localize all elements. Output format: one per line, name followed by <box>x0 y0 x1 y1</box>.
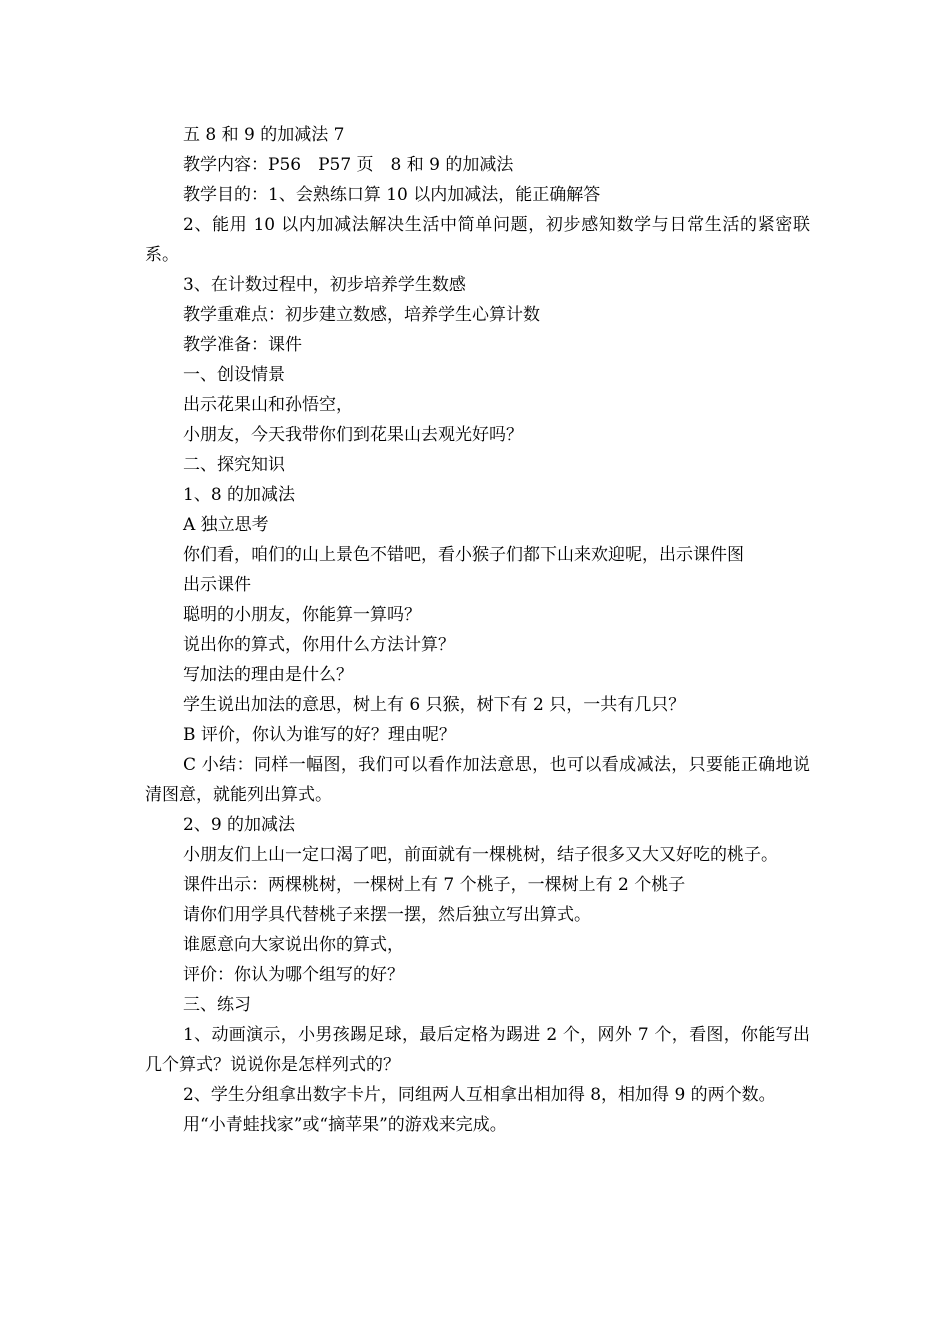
paragraph: 谁愿意向大家说出你的算式， <box>183 935 404 955</box>
paragraph: 1、动画演示，小男孩踢足球，最后定格为踢进 2 个，网外 7 个，看图，你能写出几个算式？说说你是怎样列式的？ <box>145 1025 810 1075</box>
subsection-heading: 2、9 的加减法 <box>183 815 296 835</box>
teaching-goal-3: 3、在计数过程中，初步培养学生数感 <box>183 275 466 295</box>
paragraph: 你们看，咱们的山上景色不错吧，看小猴子们都下山来欢迎呢，出示课件图 <box>183 545 744 565</box>
paragraph: 评价：你认为哪个组写的好？ <box>183 965 404 985</box>
teaching-goal-2: 2、能用 10 以内加减法解决生活中简单问题，初步感知数学与日常生活的紧密联系。 <box>145 215 810 265</box>
paragraph: 请你们用学具代替桃子来摆一摆，然后独立写出算式。 <box>183 905 591 925</box>
paragraph: 2、学生分组拿出数字卡片，同组两人互相拿出相加得 8，相加得 9 的两个数。 <box>183 1085 776 1105</box>
paragraph: B 评价，你认为谁写的好？理由呢？ <box>183 725 456 745</box>
document-body <box>145 120 810 1140</box>
teaching-preparation: 教学准备：课件 <box>183 335 302 355</box>
teaching-content: 教学内容：P56 P57 页 8 和 9 的加减法 <box>183 155 514 175</box>
key-points: 教学重难点：初步建立数感，培养学生心算计数 <box>183 305 540 325</box>
paragraph: 学生说出加法的意思，树上有 6 只猴，树下有 2 只，一共有几只？ <box>183 695 686 715</box>
paragraph: C 小结：同样一幅图，我们可以看作加法意思，也可以看成减法，只要能正确地说清图意，就能列出算式。 <box>145 755 810 805</box>
lesson-title: 五 8 和 9 的加减法 7 <box>183 125 345 145</box>
subsection-heading: 1、8 的加减法 <box>183 485 296 505</box>
teaching-goal-1: 教学目的：1、会熟练口算 10 以内加减法，能正确解答 <box>183 185 601 205</box>
paragraph: 出示课件 <box>183 575 251 595</box>
paragraph: A 独立思考 <box>183 515 269 535</box>
paragraph: 说出你的算式，你用什么方法计算？ <box>183 635 455 655</box>
paragraph: 聪明的小朋友，你能算一算吗？ <box>183 605 421 625</box>
section-heading-2: 二、探究知识 <box>183 455 285 475</box>
section-heading-3: 三、练习 <box>183 995 251 1015</box>
paragraph: 用“小青蛙找家”或“摘苹果”的游戏来完成。 <box>183 1115 507 1135</box>
section-heading-1: 一、创设情景 <box>183 365 285 385</box>
paragraph: 课件出示：两棵桃树，一棵树上有 7 个桃子，一棵树上有 2 个桃子 <box>183 875 686 895</box>
paragraph: 小朋友们上山一定口渴了吧，前面就有一棵桃树，结子很多又大又好吃的桃子。 <box>183 845 778 865</box>
paragraph: 小朋友，今天我带你们到花果山去观光好吗？ <box>183 425 523 445</box>
paragraph: 写加法的理由是什么？ <box>183 665 353 685</box>
paragraph: 出示花果山和孙悟空， <box>183 395 353 415</box>
